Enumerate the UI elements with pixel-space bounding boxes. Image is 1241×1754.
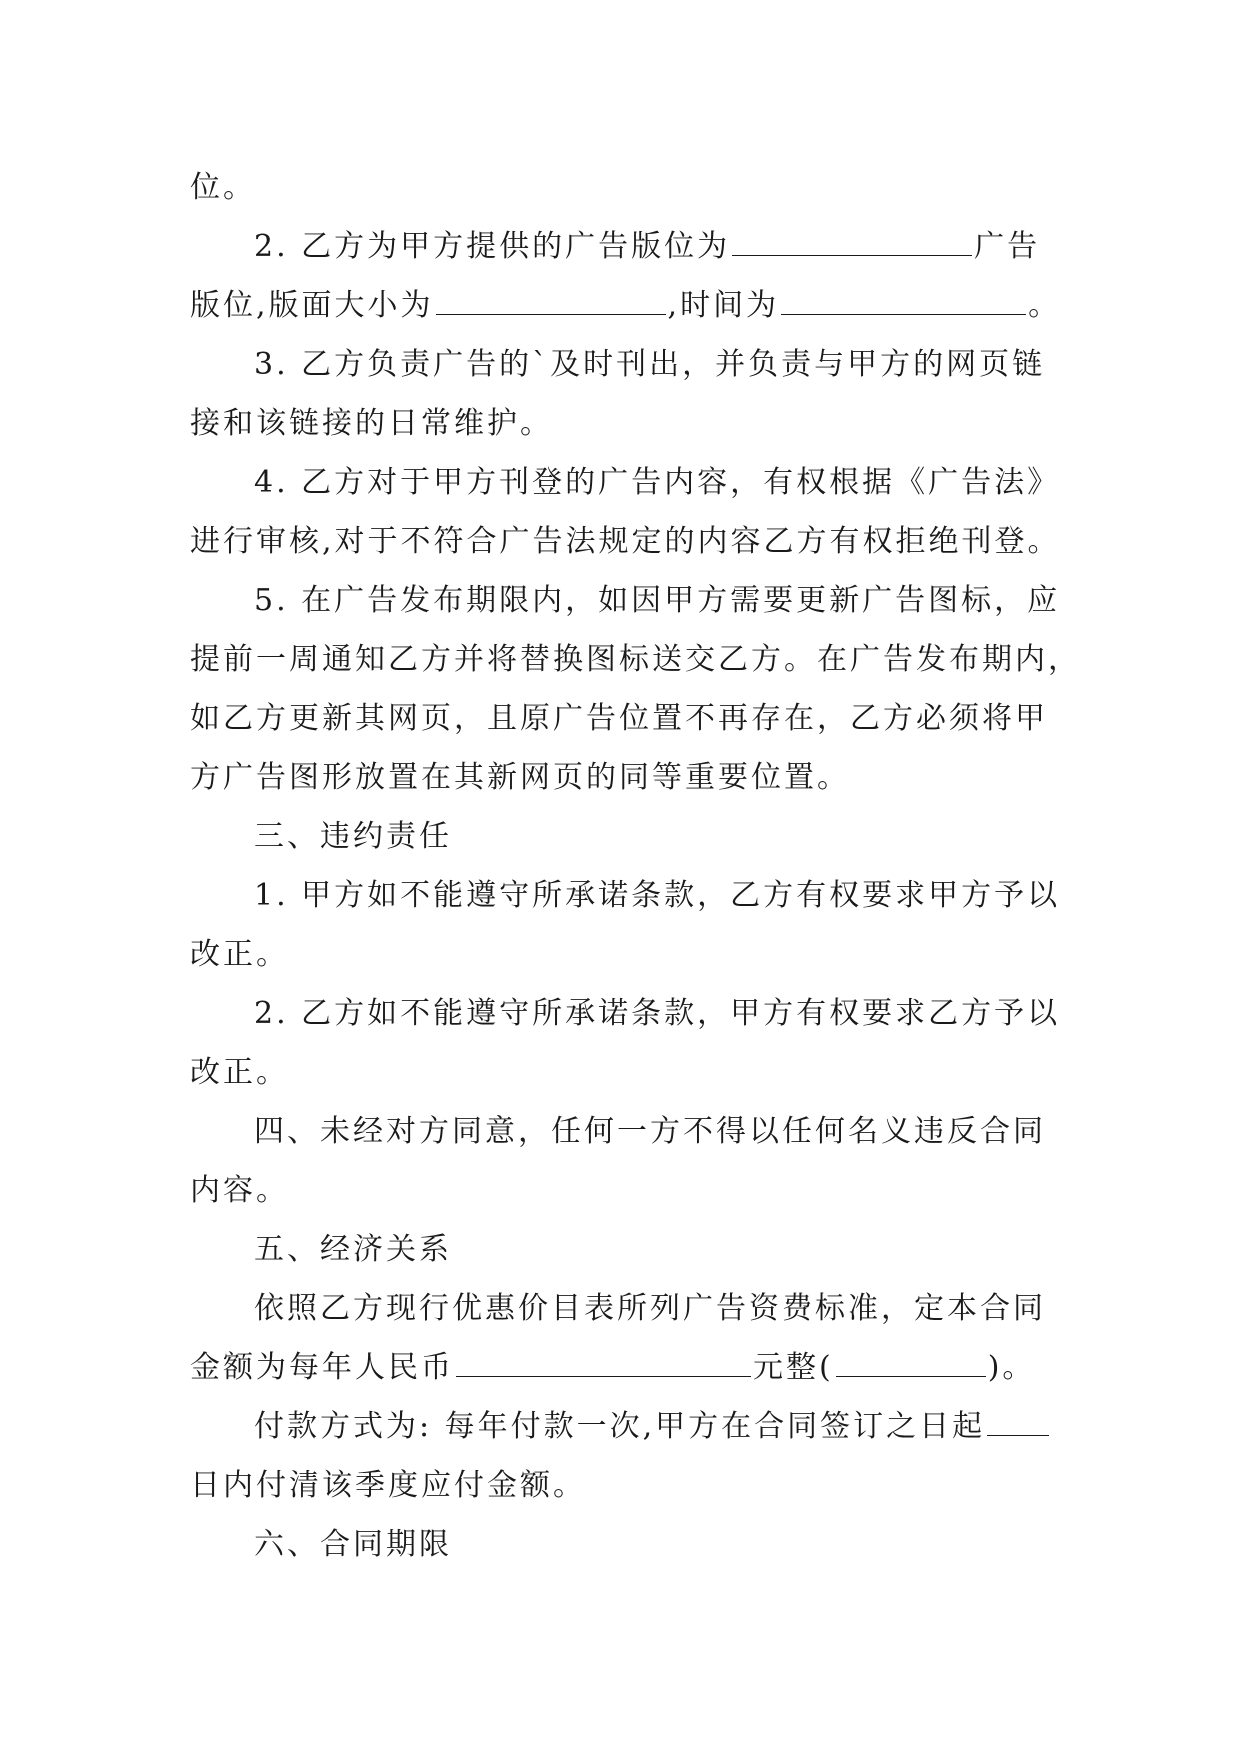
clause-4-line-2: 进行审核,对于不符合广告法规定的内容乙方有权拒绝刊登。	[190, 524, 1061, 559]
economy-line-2	[190, 1338, 1052, 1397]
section-heading-6: 六、合同期限	[254, 1527, 452, 1562]
days-blank	[987, 1409, 1049, 1436]
amount-blank	[456, 1350, 751, 1377]
text-line: 位。	[190, 170, 256, 205]
clause-5-line-1: 5. 在广告发布期限内，如因甲方需要更新广告图标，应	[254, 583, 1061, 618]
clause-text: 金额为每年人民币	[190, 1350, 454, 1385]
liability-1-line-2: 改正。	[190, 937, 289, 972]
clause-5-line-3: 如乙方更新其网页，且原广告位置不再存在，乙方必须将甲	[190, 701, 1048, 736]
payment-line-1	[190, 1397, 1052, 1456]
clause-text: )。	[987, 1350, 1036, 1385]
clause-3-line-2: 接和该链接的日常维护。	[190, 406, 553, 441]
section-heading-5: 五、经济关系	[254, 1232, 452, 1267]
clause-2-line-2	[190, 276, 1062, 335]
contract-body	[190, 158, 1081, 1574]
ad-size-blank	[436, 288, 666, 315]
clause-text: 广告	[974, 229, 1041, 264]
clause-3-line-1: 3. 乙方负责广告的`及时刊出，并负责与甲方的网页链	[254, 347, 1046, 382]
clause-text: 元整(	[753, 1350, 834, 1385]
liability-1-line-1: 1. 甲方如不能遵守所承诺条款，乙方有权要求甲方予以	[254, 878, 1061, 913]
ad-slot-blank	[732, 229, 972, 256]
clause-text: ,时间为	[667, 288, 780, 323]
clause-5-line-4: 方广告图形放置在其新网页的同等重要位置。	[190, 760, 850, 795]
liability-2-line-2: 改正。	[190, 1055, 289, 1090]
clause-text: 2. 乙方为甲方提供的广告版位为	[254, 229, 731, 264]
clause-text: 付款方式为: 每年付款一次,甲方在合同签订之日起	[254, 1409, 986, 1444]
clause-5-line-2: 提前一周通知乙方并将替换图标送交乙方。在广告发布期内，	[190, 642, 1081, 677]
clause-text: 。	[1028, 288, 1062, 323]
payment-line-2: 日内付清该季度应付金额。	[190, 1468, 586, 1503]
amount-words-blank	[836, 1350, 986, 1377]
section-heading-4-line-1: 四、未经对方同意，任何一方不得以任何名义违反合同	[254, 1114, 1046, 1149]
clause-2-line-1	[190, 217, 1052, 276]
section-heading-3: 三、违约责任	[254, 819, 452, 854]
liability-2-line-1: 2. 乙方如不能遵守所承诺条款，甲方有权要求乙方予以	[254, 996, 1061, 1031]
economy-line-1: 依照乙方现行优惠价目表所列广告资费标准，定本合同	[254, 1291, 1046, 1326]
clause-text: 版位,版面大小为	[190, 288, 434, 323]
clause-4-line-1: 4. 乙方对于甲方刊登的广告内容，有权根据《广告法》	[254, 465, 1061, 500]
section-heading-4-line-2: 内容。	[190, 1173, 289, 1208]
ad-time-blank	[781, 288, 1026, 315]
